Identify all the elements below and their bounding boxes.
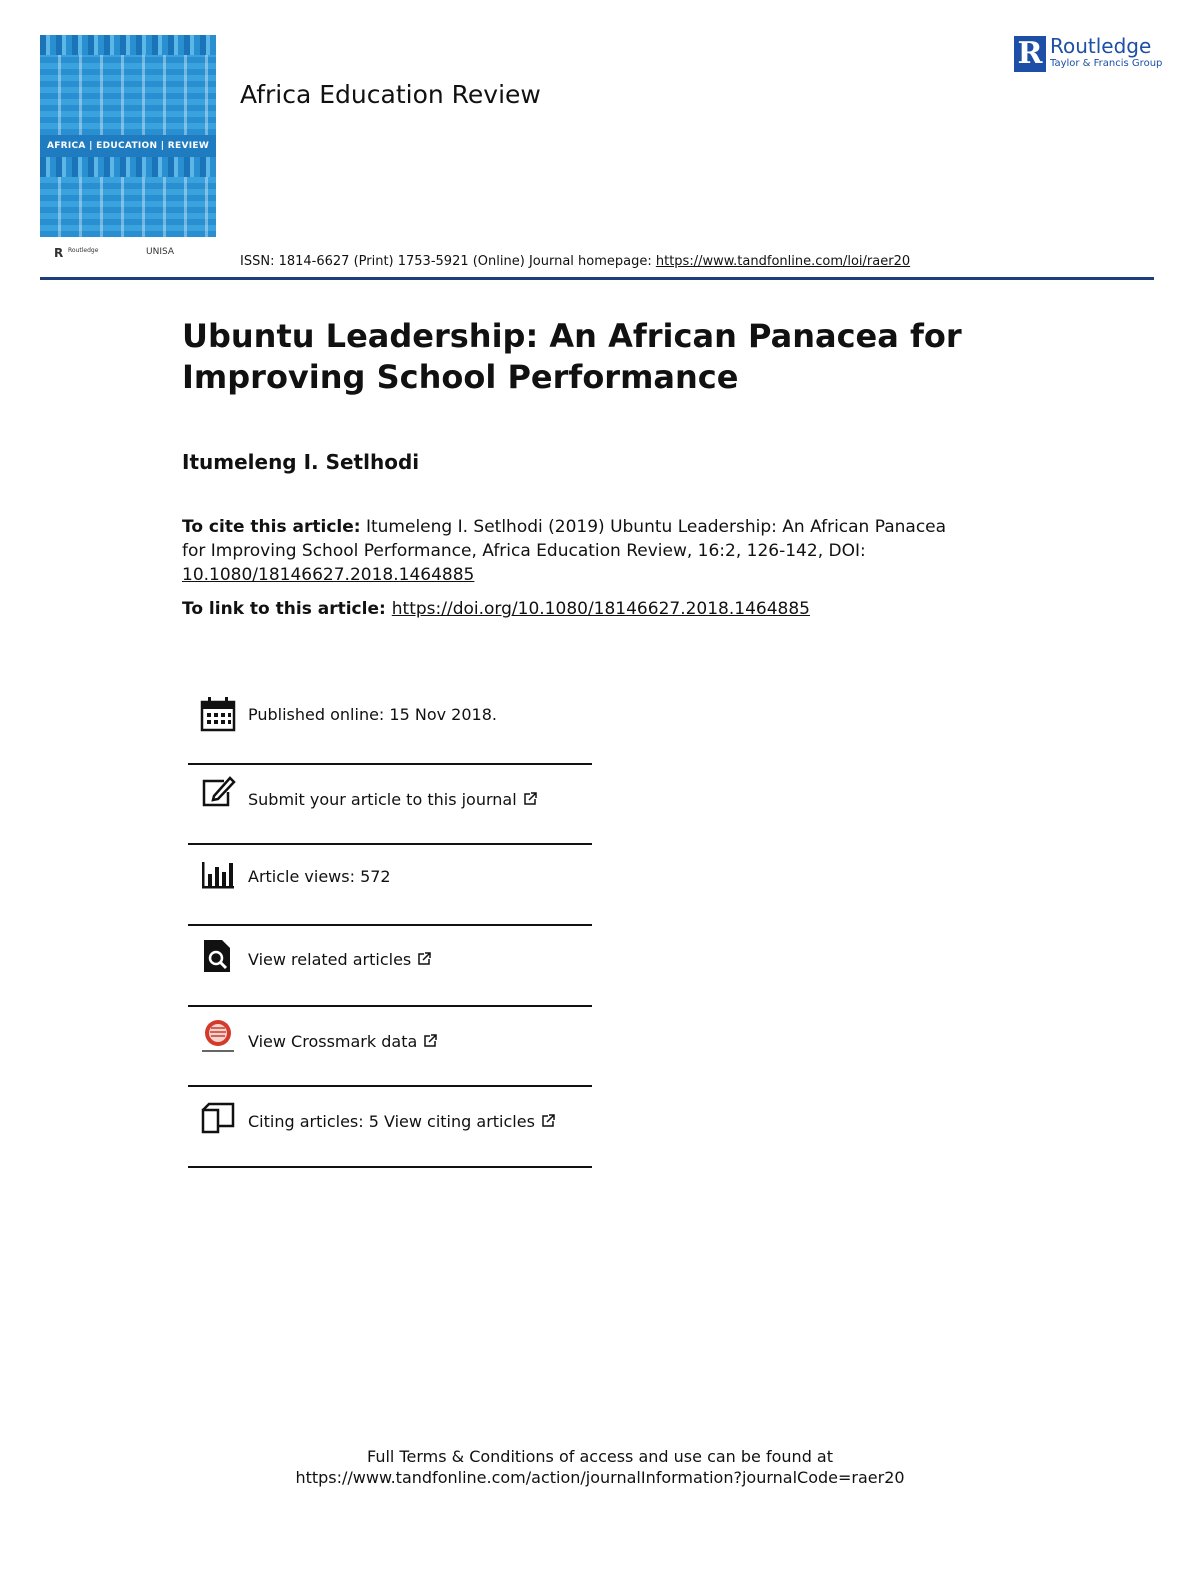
bar-chart-icon (200, 856, 236, 892)
related-articles-label: View related articles (248, 950, 412, 969)
external-link-icon (523, 792, 537, 806)
divider (188, 1166, 592, 1168)
external-link-icon (423, 1034, 437, 1048)
crossmark-link[interactable] (248, 1032, 437, 1051)
related-articles-link[interactable] (248, 950, 431, 969)
published-item (188, 694, 592, 738)
submit-article-link[interactable] (248, 790, 537, 809)
journal-name: Africa Education Review (240, 80, 541, 109)
divider (188, 1085, 592, 1087)
citing-articles-label: Citing articles: 5 View citing articles (248, 1112, 535, 1131)
external-link-icon (541, 1114, 555, 1128)
divider (188, 924, 592, 926)
crossmark-label: View Crossmark data (248, 1032, 418, 1051)
article-views-item (188, 854, 592, 904)
article-title: Ubuntu Leadership: An African Panacea for Improving School Performance (182, 317, 962, 396)
related-articles-item[interactable] (188, 936, 592, 986)
article-views: Article views: 572 (248, 867, 391, 886)
citing-articles-link[interactable] (248, 1112, 555, 1131)
journal-homepage-link[interactable]: https://www.tandfonline.com/loi/raer20 (655, 254, 911, 269)
copy-documents-icon (200, 1100, 236, 1136)
article-link-line (182, 599, 810, 619)
terms-footer (0, 1446, 1200, 1488)
cover-pattern-top (40, 55, 216, 135)
cite-text: Itumeleng I. Setlhodi (2019) Ubuntu Leadership: An African Panacea for Improving School Performance, Africa Education Review, 16:2, 126-142, DOI: (182, 517, 947, 561)
journal-cover-image (40, 35, 216, 267)
link-label: To link to this article: (182, 599, 386, 619)
terms-text: Full Terms & Conditions of access and use can be found at (366, 1447, 834, 1466)
cover-band-mid (40, 157, 216, 177)
external-link-icon (417, 952, 431, 966)
routledge-logo[interactable] (1014, 34, 1164, 74)
divider (188, 1005, 592, 1007)
cover-band-top (40, 35, 216, 55)
submit-article-label: Submit your article to this journal (248, 790, 517, 809)
article-author: Itumeleng I. Setlhodi (182, 450, 420, 474)
routledge-name: Routledge (1050, 34, 1152, 58)
routledge-subtitle: Taylor & Francis Group (1050, 58, 1163, 69)
issn-line (240, 254, 910, 269)
cover-pattern-bottom (40, 177, 216, 237)
divider (188, 843, 592, 845)
edit-icon (200, 774, 236, 810)
published-date: Published online: 15 Nov 2018. (248, 705, 497, 724)
terms-url[interactable]: https://www.tandfonline.com/action/journalInformation?journalCode=raer20 (295, 1468, 905, 1487)
routledge-mark-icon: R (1014, 36, 1046, 72)
cover-footer (40, 237, 216, 267)
calendar-icon (200, 696, 236, 732)
cover-publisher-name: Routledge (68, 247, 99, 254)
article-doi-link[interactable]: https://doi.org/10.1080/18146627.2018.1464885 (391, 599, 810, 619)
submit-article-item[interactable] (188, 774, 592, 824)
cover-publisher-mark: R (54, 246, 64, 260)
crossmark-item[interactable] (188, 1016, 592, 1066)
citation-block (182, 515, 972, 587)
cite-label: To cite this article: (182, 517, 361, 537)
cover-title: AFRICA | EDUCATION | REVIEW (40, 135, 216, 157)
cite-doi-link[interactable]: 10.1080/18146627.2018.1464885 (182, 565, 475, 585)
divider (188, 763, 592, 765)
document-search-icon (200, 938, 236, 974)
crossmark-icon (200, 1018, 236, 1054)
cover-partner-logo: UNISA (146, 247, 175, 257)
issn-text: ISSN: 1814-6627 (Print) 1753-5921 (Online) Journal homepage: (240, 254, 656, 269)
header-divider (40, 277, 1154, 280)
citing-articles-item[interactable] (188, 1098, 592, 1148)
